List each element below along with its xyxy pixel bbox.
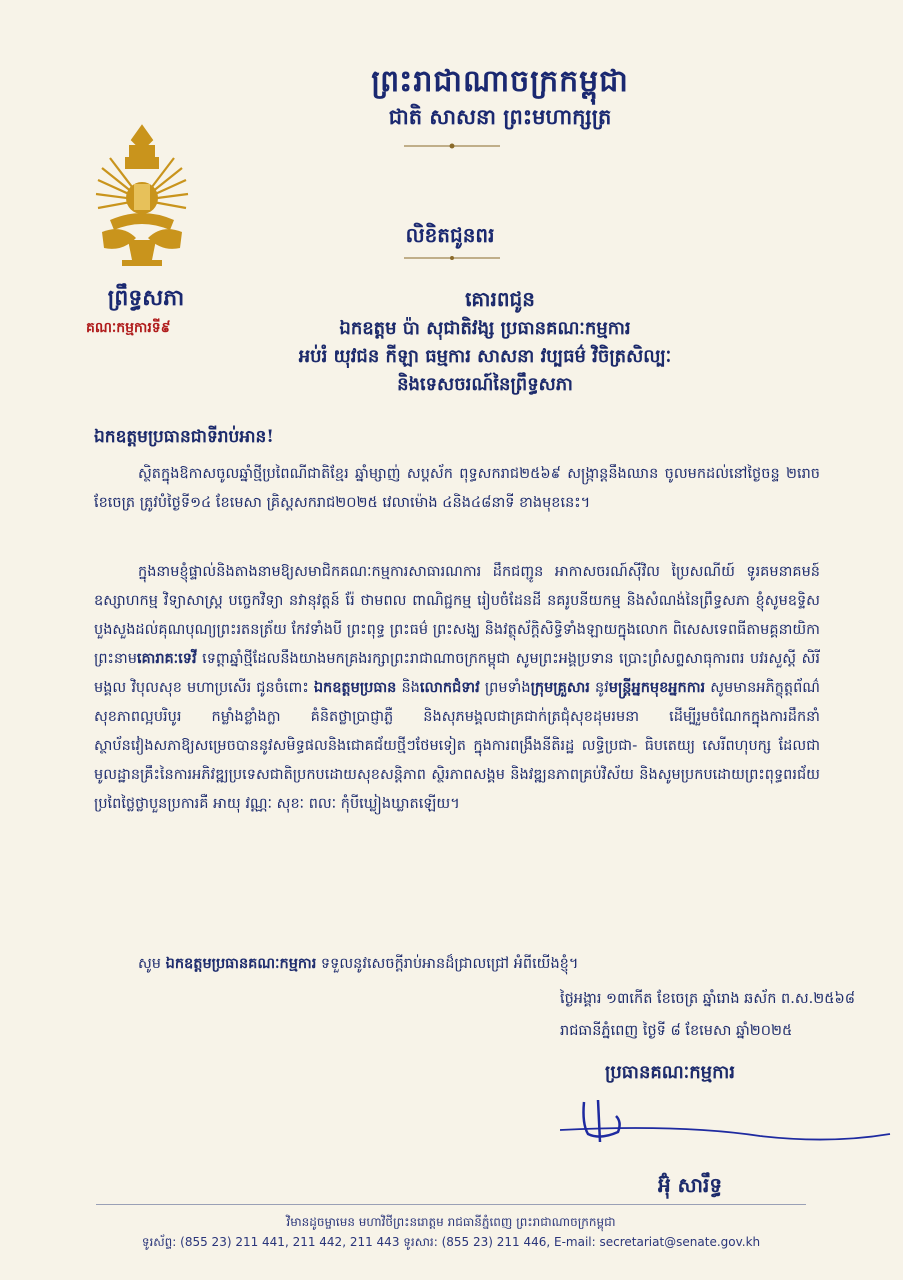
p2-bold-officials: មន្ត្រីអ្នកមុខអ្នកការ	[608, 680, 706, 696]
solar-date: រាជធានីភ្នំពេញ ថ្ងៃទី ៨ ខែមេសា ឆ្នាំ២០២៥	[560, 1023, 793, 1039]
p2-text-4: ព្រមទាំង	[479, 680, 531, 696]
recipient-line-1: ឯកឧត្តម ប៉ា សុជាតិវង្ស ប្រធានគណៈកម្មការ	[339, 318, 631, 339]
paragraph-1: ស្ថិតក្នុងឱកាសចូលឆ្នាំថ្មីប្រពៃណីជាតិខ្មែរ ឆ្នាំម្សាញ់ សប្តស័ក ពុទ្ធសករាជ២៥៦៩ សង្ក្រាន្តនឹងឈាន ចូលមកដល់នៅថ្ងៃចន្ទ ២រោច ខែចេត្រ ត្រូវបំថ្ងៃទី១៤ ខែមេសា គ្រិស្តសករាជ២០២៥ វេលាម៉ោង ៤និង៤៨នាទី ខាងមុខនេះ។	[94, 466, 820, 511]
footer-divider	[96, 1204, 806, 1205]
p2-text-3: និង	[396, 680, 420, 696]
p2-text-6: សូមមានអភិក្ខុត្តព័ណ៌ សុខភាពល្អបរិបូរ កម្លាំងខ្លាំងក្លា គំនិតថ្លាប្រាជ្ញាភ្លឺ និងសុភមង្គលជាគ្រជាក់ត្រជុំសុខដុមរមនា ដើម្បីរួមចំណែកក្នុងការដឹកនាំ ស្ថាប័នវៀងសភាឱ្យសម្រេចបាននូវសមិទ្ធផលនិងជោគជ័យថ្មីៗថែមទៀត ក្នុងការពង្រឹងនីតិរដ្ឋ លទ្ធិប្រជា- ធិបតេយ្យ សេរីពហុបក្ស ដែលជាមូលដ្ឋានគ្រឹះនៃការអភិវឌ្ឍប្រទេសជាតិប្រកបដោយសុខសន្តិភាព ស្ថិរភាពសង្គម និងវឌ្ឍនភាពគ្រប់វិស័យ និងសូមប្រកបដោយព្រះពុទ្ធពរជ័យប្រពៃថ្លៃថ្លាបួនប្រការគឺ អាយុ វណ្ណៈ សុខៈ ពលៈ កុំបីឃ្លៀងឃ្លាតឡើយ។	[94, 680, 820, 812]
recipient-line-2: អប់រំ យុវជន កីឡា ធម្មការ សាសនា វប្បធម៌ វិចិត្រសិល្បៈ	[298, 346, 672, 367]
paragraph-2	[94, 558, 820, 819]
footer-address: វិមានដូចម្ចាមេន មហាវិថីព្រះនរោត្តម រាជធានីភ្នំពេញ ព្រះរាជាណាចក្រកម្ពុជា	[286, 1215, 616, 1229]
p3-post: ទទួលនូវសេចក្តីរាប់អានដ៏ជ្រាលជ្រៅ អំពីយើងខ្ញុំ។	[316, 956, 579, 972]
p2-text-1: ក្នុងនាមខ្ញុំផ្ទាល់និងតាងនាមឱ្យសមាជិកគណៈកម្មការសាធារណការ ដឹកជញ្ជូន អាកាសចរណ៍ស៊ីវិល ប្រៃសណីយ៍ ទូរគមនាគមន៍ ឧស្សាហកម្ម វិទ្យាសាស្ត្រ បច្ចេកវិទ្យា នវានុវត្តន៍ រ៉ែ ថាមពល ពាណិជ្ជកម្ម រៀបចំដែនដី នគរូបនីយកម្ម និងសំណង់នៃព្រឹទ្ធសភា ខ្ញុំសូមឧទ្ទិសបួងសួងដល់គុណបុណ្យព្រះរតនត្រ័យ កែវទាំងបី ព្រះពុទ្ធ ព្រះធម៌ ព្រះសង្ឃ និងវត្ថុស័ក្តិសិទ្ធិទាំងឡាយក្នុងលោក ពិសេសទេពធីតាមគ្គនាយិកា ព្រះនាម	[94, 564, 820, 667]
senate-seal-icon	[92, 120, 192, 268]
national-motto: ជាតិ សាសនា ព្រះមហាក្សត្រ	[388, 104, 612, 129]
committee-label: គណៈកម្មការទី៩	[86, 320, 171, 336]
footer-contact: ទូរស័ព្ទ: (855 23) 211 441, 211 442, 211 443 ទូរសារ: (855 23) 211 446, E-mail: secretariat@senate.gov.kh	[141, 1235, 761, 1249]
senate-label: ព្រឹទ្ធសភា	[107, 285, 185, 311]
letter-title: លិខិតជូនពរ	[405, 223, 495, 247]
p3-pre: សូម	[138, 956, 166, 972]
recipient-to: គោរពជូន	[465, 287, 535, 311]
p2-text-5: នូវ	[589, 680, 609, 696]
signer-title: ប្រធានគណៈកម្មការ	[605, 1062, 735, 1083]
p3-bold: ឯកឧត្តមប្រធានគណៈកម្មការ	[165, 956, 317, 972]
title-ornament-icon	[404, 254, 500, 262]
p2-bold-spouse: លោកជំទាវ	[419, 680, 480, 696]
signer-name: អ៊ុំ សារឹទ្ធ	[657, 1173, 723, 1197]
ornament-divider-icon	[404, 141, 500, 151]
salutation: ឯកឧត្តមប្រធានជាទីរាប់អាន!	[94, 427, 274, 447]
lunar-date: ថ្ងៃអង្គារ ១៣កើត ខែចេត្រ ឆ្នាំរោង ឆស័ក ព.ស.២៥៦៨	[560, 991, 856, 1007]
signature-icon	[560, 1094, 900, 1158]
paragraph-3	[138, 950, 818, 979]
recipient-line-3: និងទេសចរណ៍នៃព្រឹទ្ធសភា	[397, 374, 573, 395]
p2-bold-chairman: ឯកឧត្តមប្រធាន	[313, 680, 397, 696]
p2-bold-family: ក្រុមគ្រួសារ	[530, 680, 590, 696]
p2-bold-deity: គោរាគៈទេវី	[136, 651, 197, 667]
kingdom-heading: ព្រះរាជាណាចក្រកម្ពុជា	[371, 64, 629, 99]
p2-text-2: ទេព្ដាឆ្នាំថ្មីដែលនឹងយាងមកគ្រងរក្សាព្រះរាជាណាចក្រកម្ពុជា សូមព្រះអង្គប្រទាន ប្រោះព្រំសព្ទសាធុការពរ បវរសួស្តី សិរីមង្គល វិបុលសុខ មហាប្រសើរ ជូនចំពោះ	[94, 651, 820, 696]
